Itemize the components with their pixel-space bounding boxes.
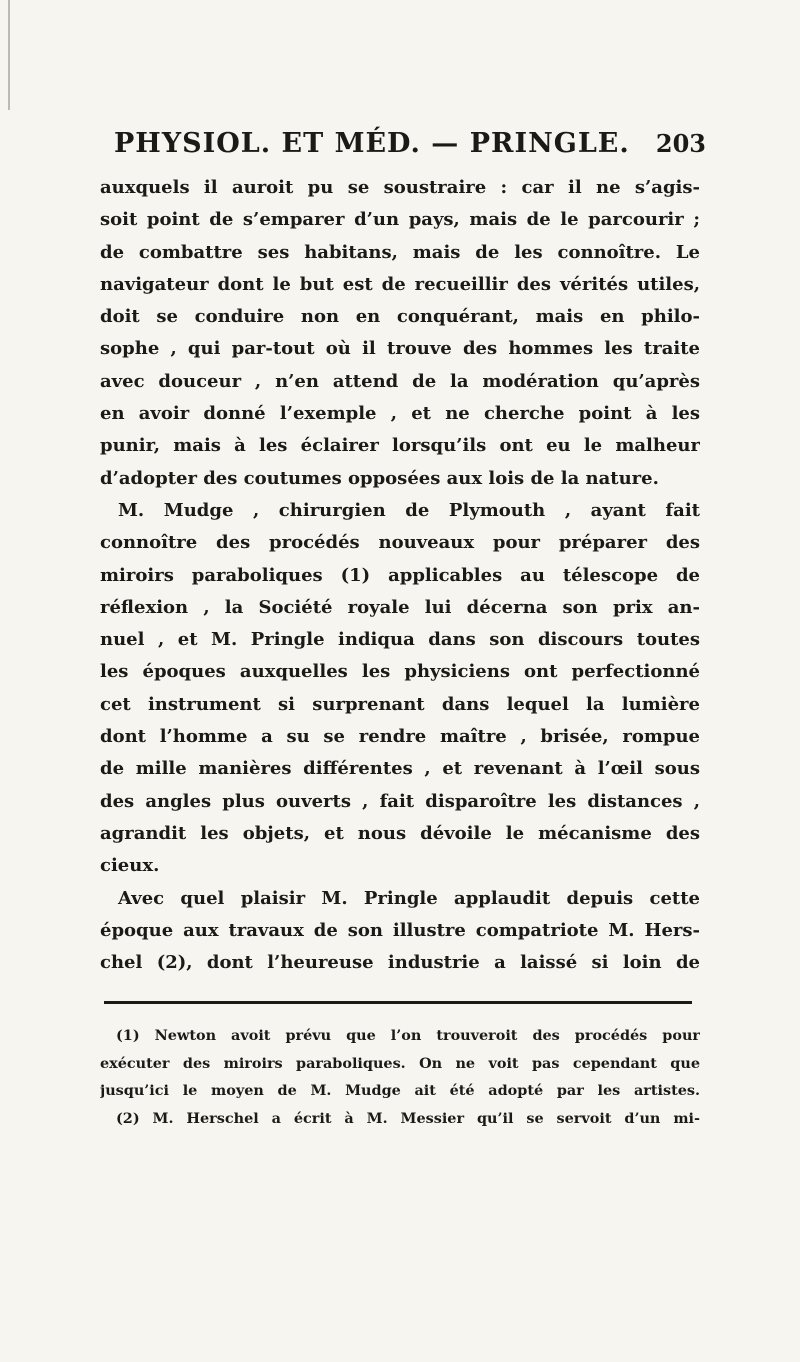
text-line: navigateur dont le but est de recueillir des vérités utiles, xyxy=(100,273,700,295)
running-title: PHYSIOL. ET MÉD. — PRINGLE. xyxy=(114,128,630,159)
text-line: époque aux travaux de son illustre compatriote M. Hers- xyxy=(100,919,700,941)
footnote-line: exécuter des miroirs paraboliques. On ne voit pas cependant que xyxy=(100,1054,700,1072)
text-line: Avec quel plaisir M. Pringle applaudit depuis cette xyxy=(118,887,700,909)
footnote-rule xyxy=(104,1001,692,1004)
footnotes xyxy=(100,1022,700,1132)
text-line: auxquels il auroit pu se soustraire : car il ne s’agis- xyxy=(100,177,700,198)
text-line: des angles plus ouverts , fait disparoître les distances , xyxy=(100,790,700,812)
text-line: connoître des procédés nouveaux pour préparer des xyxy=(100,532,700,554)
text-line: les époques auxquelles les physiciens ont perfectionné xyxy=(100,661,700,683)
footnote-line: (1) Newton avoit prévu que l’on trouveroit des procédés pour xyxy=(116,1027,700,1045)
main-text xyxy=(100,172,700,979)
text-line: M. Mudge , chirurgien de Plymouth , ayant fait xyxy=(118,499,700,521)
text-line: miroirs paraboliques (1) applicables au télescope de xyxy=(100,564,700,586)
text-line: réflexion , la Société royale lui décerna son prix an- xyxy=(100,596,700,618)
footnote-line: jusqu’ici le moyen de M. Mudge ait été adopté par les artistes. xyxy=(100,1082,700,1100)
text-line: avec douceur , n’en attend de la modération qu’après xyxy=(100,370,700,392)
text-line: agrandit les objets, et nous dévoile le mécanisme des xyxy=(100,822,700,844)
text-line: cet instrument si surprenant dans lequel la lumière xyxy=(100,693,700,715)
text-line: d’adopter des coutumes opposées aux lois de la nature. xyxy=(100,467,659,489)
text-line: dont l’homme a su se rendre maître , brisée, rompue xyxy=(100,726,700,748)
text-line: soit point de s’emparer d’un pays, mais de le parcourir ; xyxy=(100,209,700,231)
text-line: sophe , qui par-tout où il trouve des hommes les traite xyxy=(100,338,700,360)
text-line: punir, mais à les éclairer lorsqu’ils ont eu le malheur xyxy=(100,435,700,457)
text-line: de combattre ses habitans, mais de les connoître. Le xyxy=(100,241,700,263)
text-line: nuel , et M. Pringle indiqua dans son discours toutes xyxy=(100,629,700,651)
text-line: de mille manières différentes , et revenant à l’œil sous xyxy=(100,758,700,780)
text-line: cieux. xyxy=(100,855,160,877)
page-number: 203 xyxy=(655,129,706,158)
running-header xyxy=(114,124,706,164)
text-line: doit se conduire non en conquérant, mais en philo- xyxy=(100,306,700,328)
text-line: en avoir donné l’exemple , et ne cherche point à les xyxy=(100,403,700,425)
page-edge-line xyxy=(8,0,10,110)
book-page xyxy=(100,124,706,1132)
footnote-line: (2) M. Herschel a écrit à M. Messier qu’il se servoit d’un mi- xyxy=(116,1109,700,1127)
text-line: chel (2), dont l’heureuse industrie a laissé si loin de xyxy=(100,952,700,974)
